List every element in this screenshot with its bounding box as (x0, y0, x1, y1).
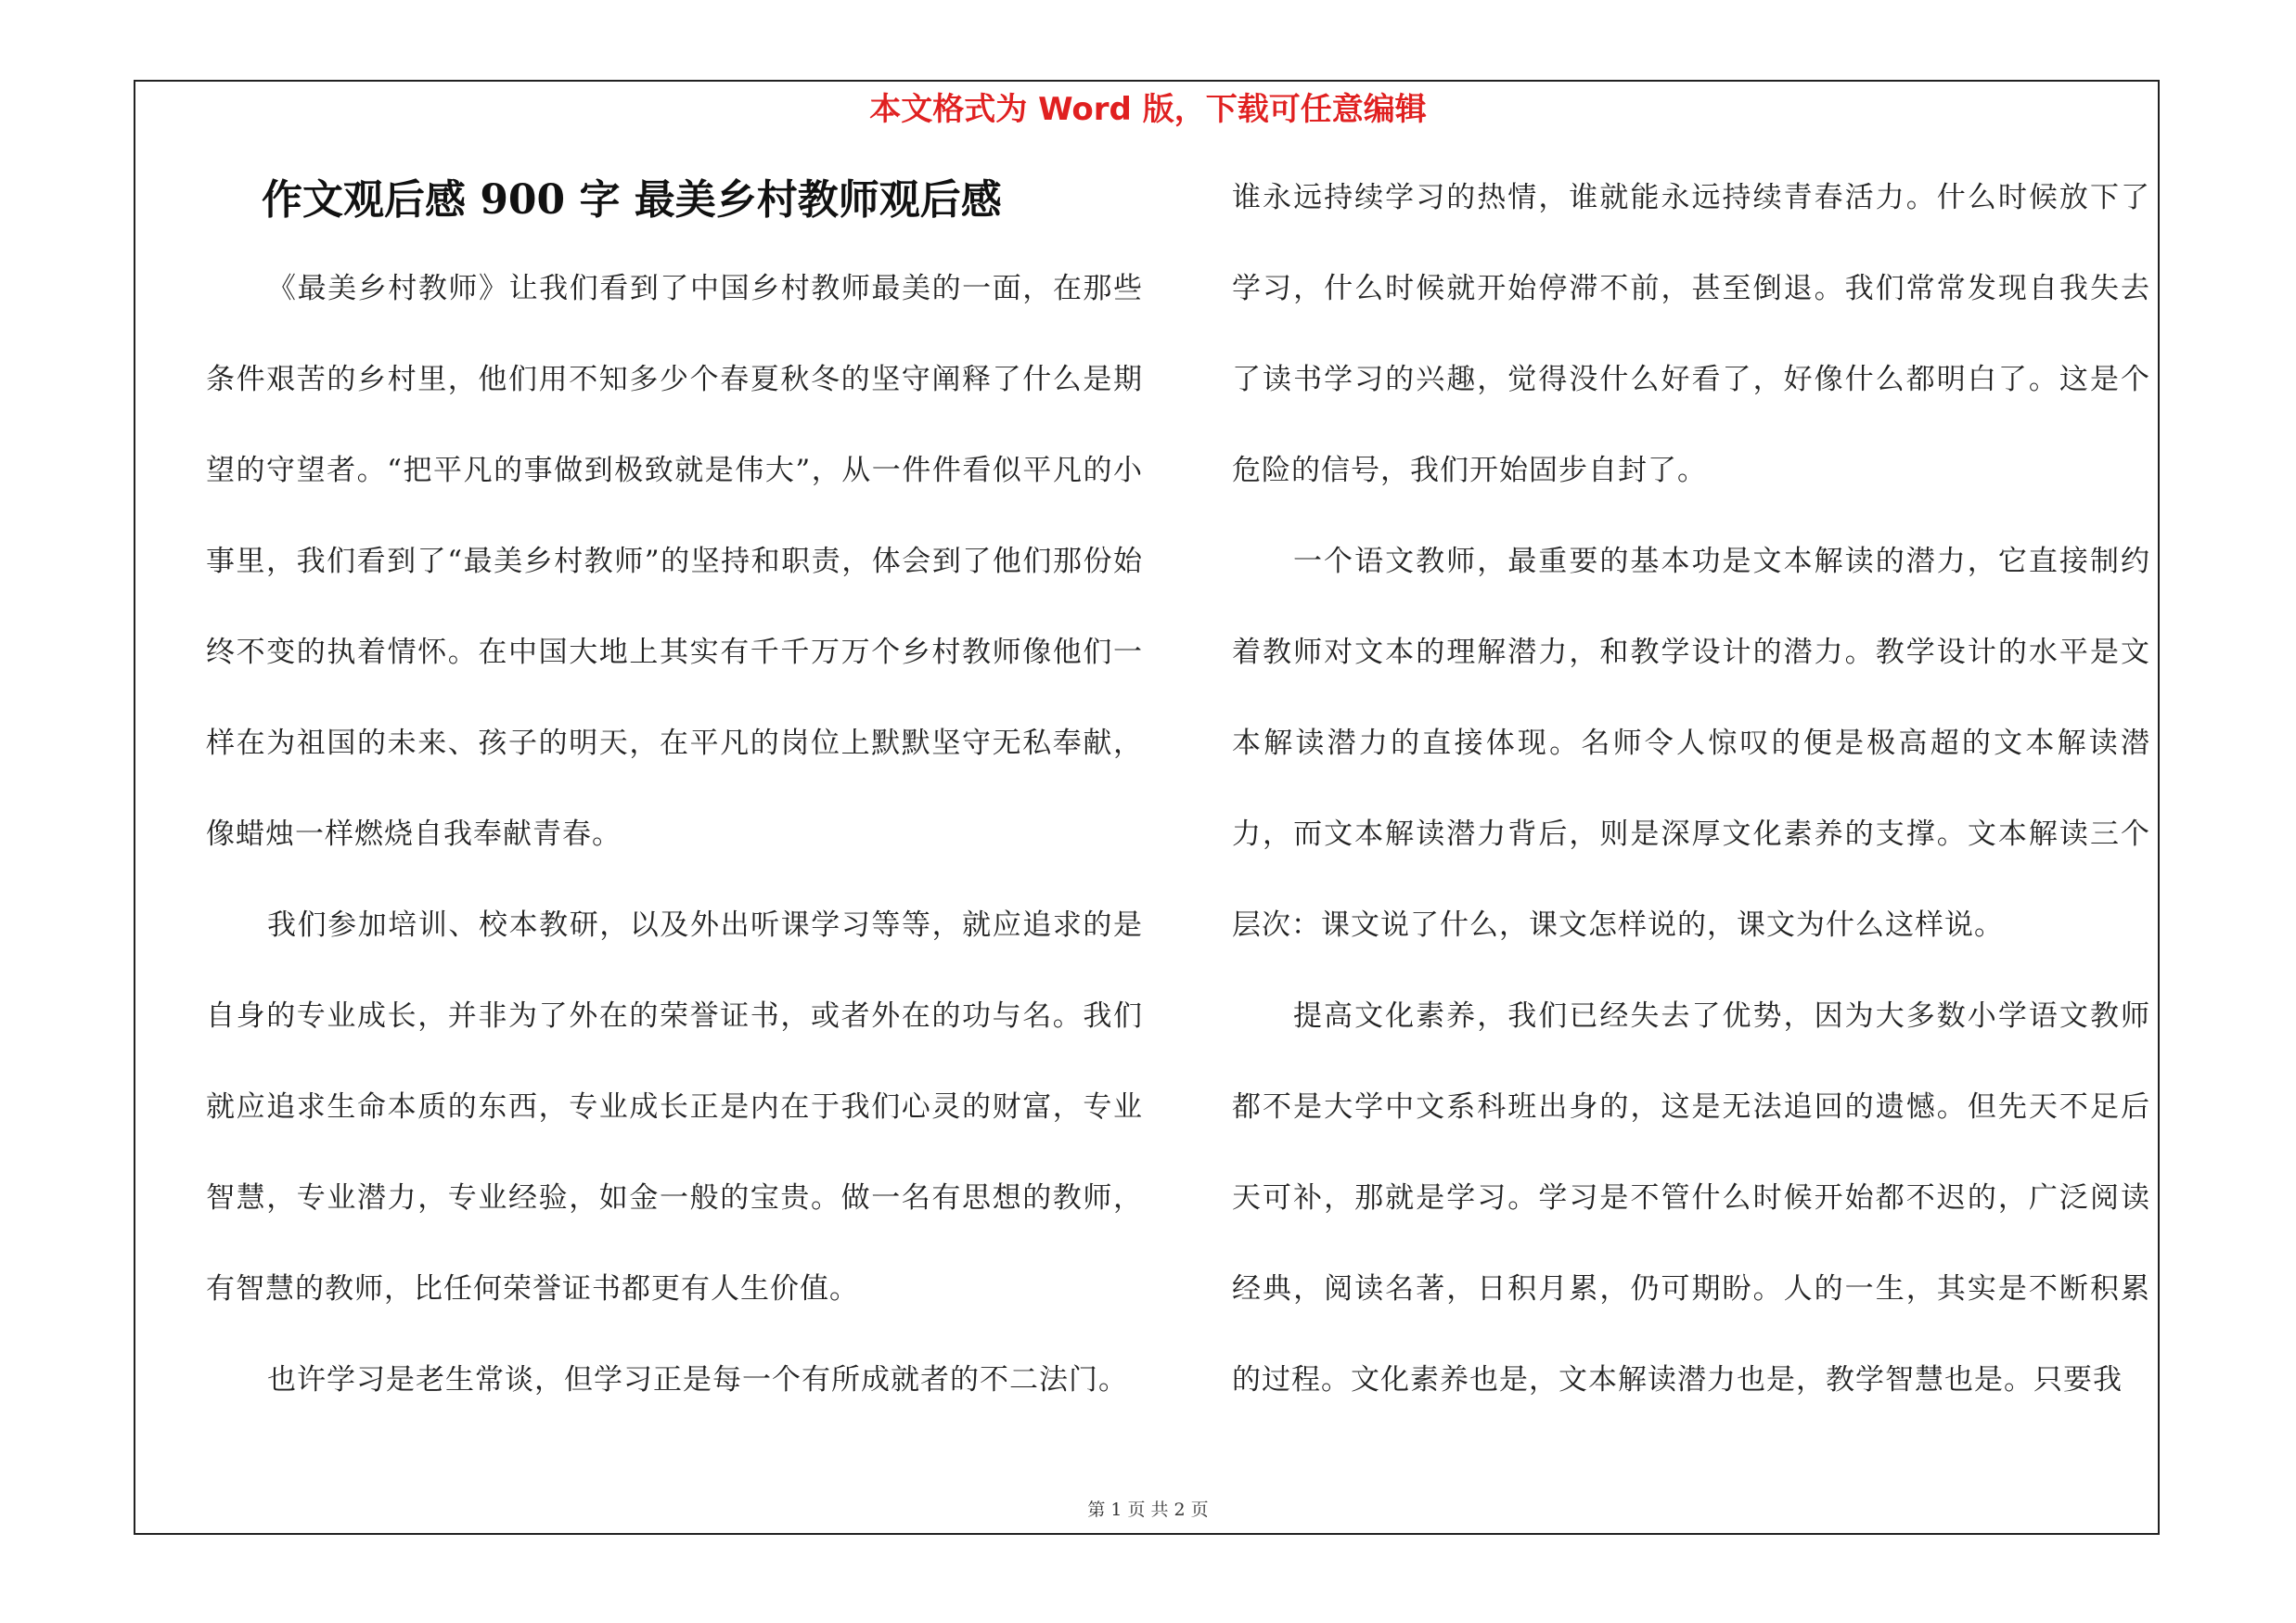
document-title: 作文观后感 900 字 最美乡村教师观后感 (262, 176, 1002, 224)
word-format-banner: 本文格式为 Word 版，下载可任意编辑 (869, 91, 1427, 128)
page-number-footer: 第 1 页 共 2 页 (1087, 1500, 1209, 1520)
paragraph-4: 一个语文教师，最重要的基本功是文本解读的潜力，它直接制约着教师对文本的理解潜力，和教学设计的潜力。教学设计的水平是文本解读潜力的直接体现。名师令人惊叹的便是极高超的文本解读潜力，而文本解读潜力背后，则是深厚文化素养的支撑。文本解读三个层次：课文说了什么，课文怎样说的，课文为什么这样说。 (1232, 545, 2150, 942)
paragraph-1: 《最美乡村教师》让我们看到了中国乡村教师最美的一面，在那些条件艰苦的乡村里，他们用不知多少个春夏秋冬的坚守阐释了什么是期望的守望者。“把平凡的事做到极致就是伟大”，从一件件看似平凡的小事里，我们看到了“最美乡村教师”的坚持和职责，体会到了他们那份始终不变的执着情怀。在中国大地上其实有千千万万个乡村教师像他们一样在为祖国的未来、孩子的明天，在平凡的岗位上默默坚守无私奉献，像蜡烛一样燃烧自我奉献青春。 (206, 272, 1143, 851)
paragraph-5: 提高文化素养，我们已经失去了优势，因为大多数小学语文教师都不是大学中文系科班出身的，这是无法追回的遗憾。但先天不足后天可补，那就是学习。学习是不管什么时候开始都不迟的，广泛阅读经典，阅读名著，日积月累，仍可期盼。人的一生，其实是不断积累的过程。文化素养也是，文本解读潜力也是，教学智慧也是。只要我 (1232, 999, 2150, 1397)
paragraph-2: 我们参加培训、校本教研，以及外出听课学习等等，就应追求的是自身的专业成长，并非为了外在的荣誉证书，或者外在的功与名。我们就应追求生命本质的东西，专业成长正是内在于我们心灵的财富，专业智慧，专业潜力，专业经验，如金一般的宝贵。做一名有思想的教师，有智慧的教师，比任何荣誉证书都更有人生价值。 (206, 908, 1143, 1306)
right-column (1232, 163, 2150, 1425)
paragraph-continuation: 谁永远持续学习的热情，谁就能永远持续青春活力。什么时候放下了学习，什么时候就开始停滞不前，甚至倒退。我们常常发现自我失去了读书学习的兴趣，觉得没什么好看了，好像什么都明白了。这是个危险的信号，我们开始固步自封了。 (1232, 181, 2150, 487)
paragraph-3: 也许学习是老生常谈，但学习正是每一个有所成就者的不二法门。 (267, 1363, 1128, 1397)
left-column (206, 163, 1143, 1425)
